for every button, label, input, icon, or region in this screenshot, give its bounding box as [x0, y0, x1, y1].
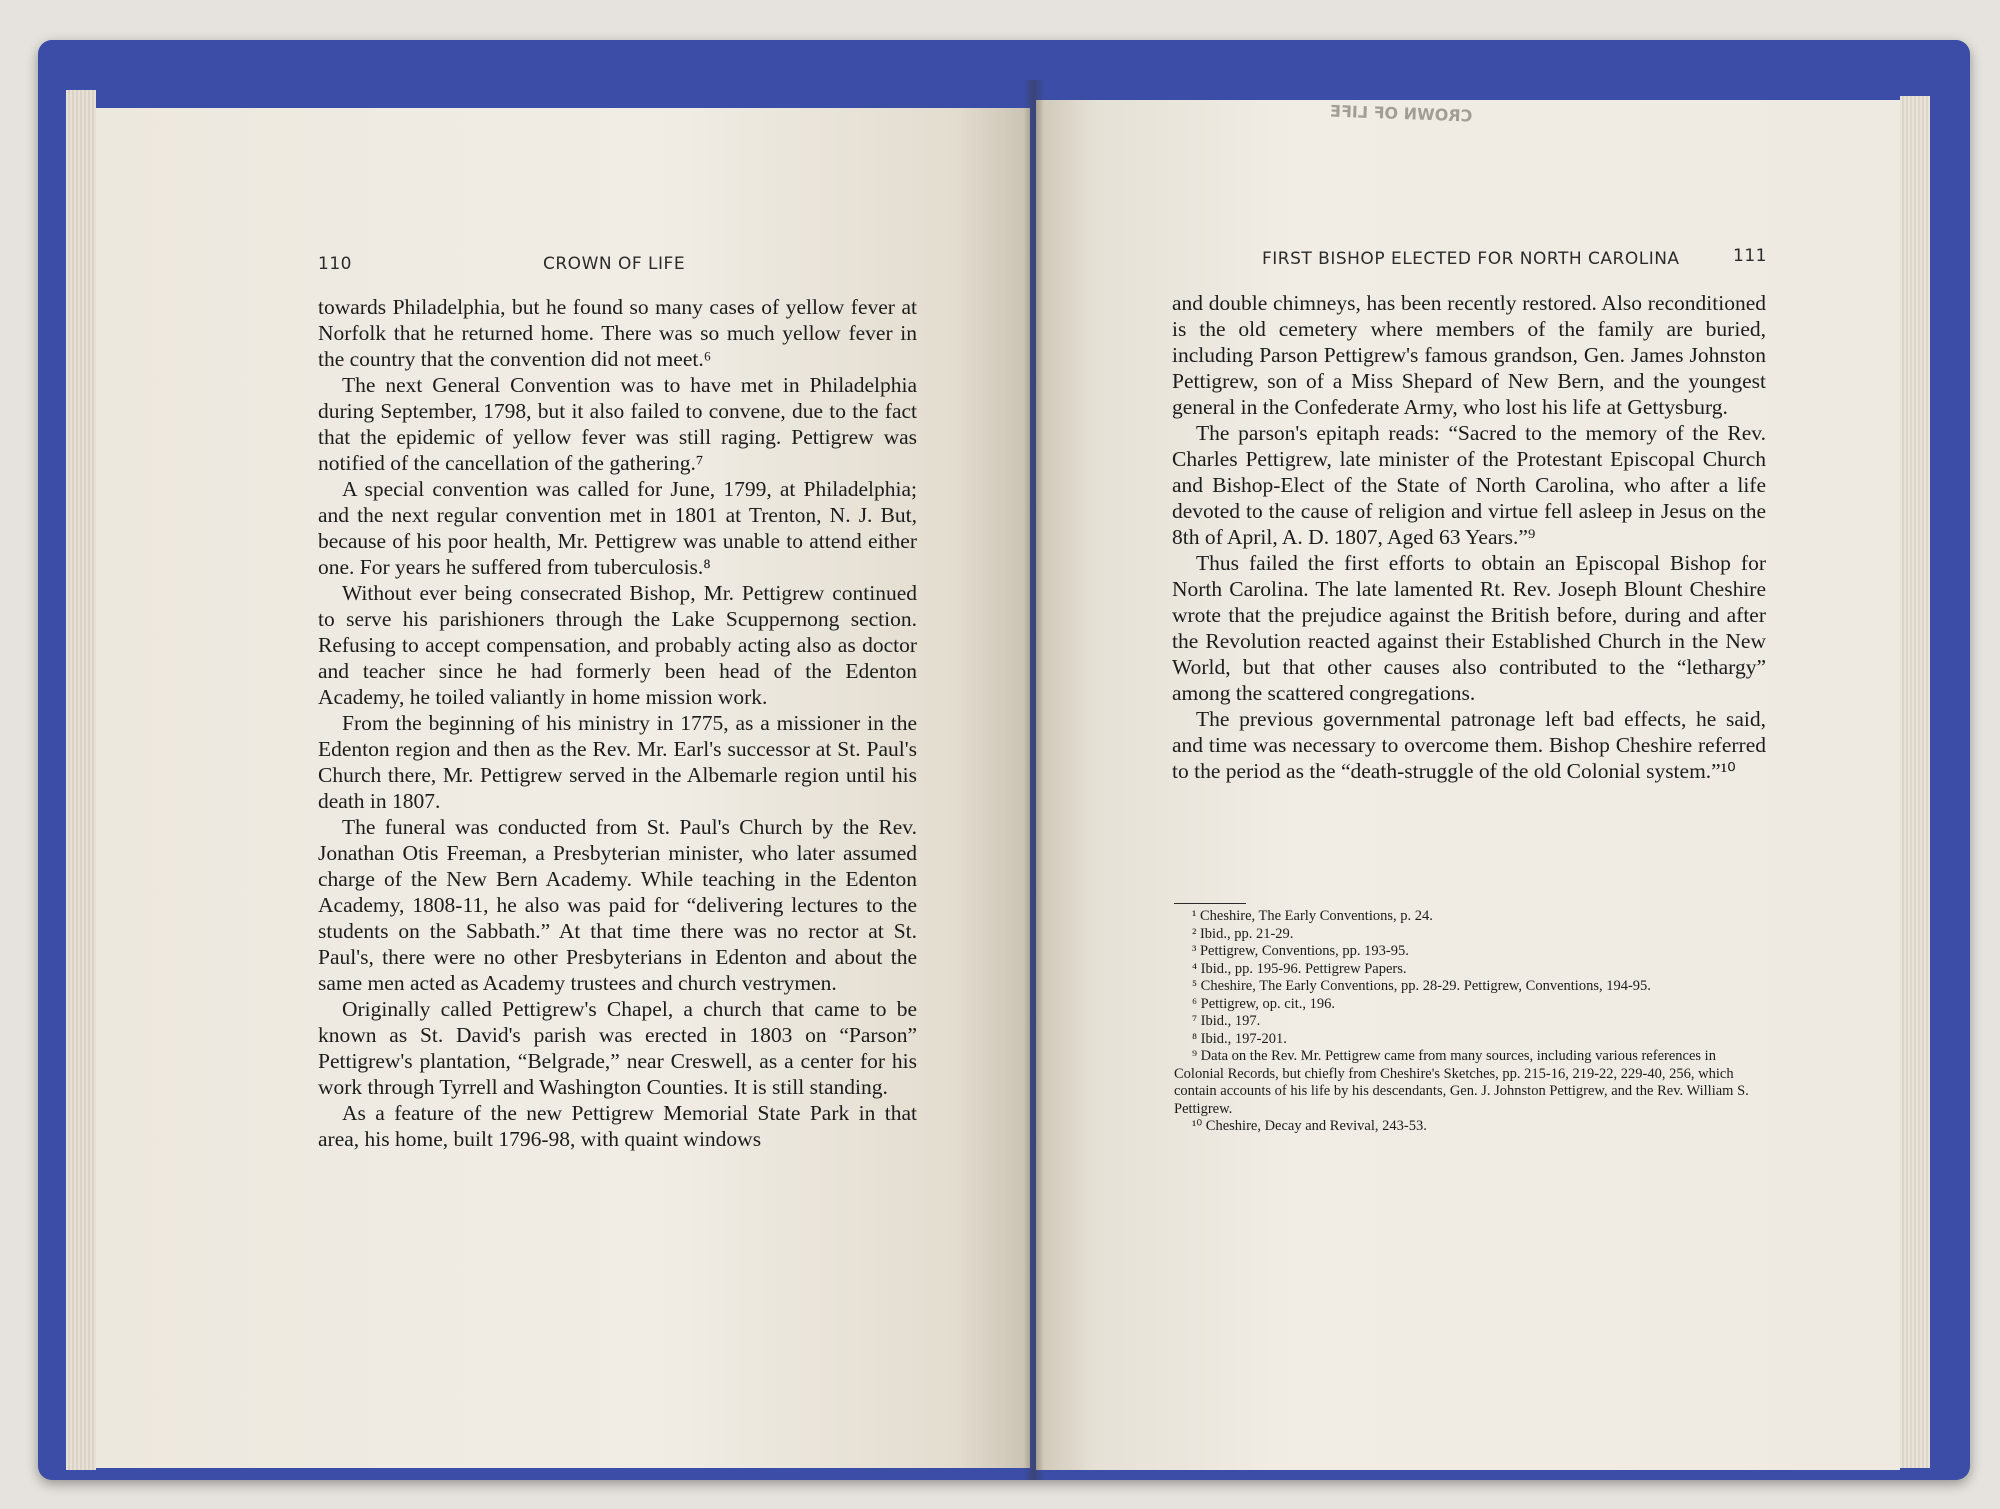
footnote: ⁵ Cheshire, The Early Conventions, pp. 28-29. Pettigrew, Conventions, 194-95. — [1192, 978, 1651, 994]
footnote: ⁸ Ibid., 197-201. — [1192, 1030, 1287, 1047]
page-edges-right — [1900, 96, 1930, 1468]
page-edges-left — [66, 90, 96, 1470]
left-paragraph: The funeral was conducted from St. Paul's Church by the Rev. Jonathan Otis Freeman, a Presbyterian minister, who later assumed charge of the New Bern Academy. While teaching in the Edenton Academy, 1808-11, he also was paid for “delivering lectures to the students on the Sabbath.” At that time there was no rector at St. Paul's, there were no other Presbyterians in Edenton and about the same men acted as Academy trustees and church vestrymen. — [318, 815, 917, 995]
left-body-text — [318, 294, 917, 1152]
footnote: ³ Pettigrew, Conventions, pp. 193-95. — [1192, 943, 1409, 959]
right-body-text — [1172, 290, 1766, 784]
footnote: ¹⁰ Cheshire, Decay and Revival, 243-53. — [1192, 1118, 1427, 1134]
left-running-head: CROWN OF LIFE — [543, 254, 686, 274]
right-paragraph: The parson's epitaph reads: “Sacred to the memory of the Rev. Charles Pettigrew, late minister of the Protestant Episcopal Church and Bishop-Elect of the State of North Carolina, who after a life devoted to the cause of religion and virtue fell asleep in Jesus on the 8th of April, A. D. 1807, Aged 63 Years.”⁹ — [1172, 421, 1766, 549]
footnote: ⁶ Pettigrew, op. cit., 196. — [1192, 995, 1336, 1012]
left-paragraph: From the beginning of his ministry in 1775, as a missioner in the Edenton region and then as the Rev. Mr. Earl's successor at St. Paul's Church there, Mr. Pettigrew served in the Albemarle region until his death in 1807. — [318, 711, 917, 813]
footnote-rule — [1174, 903, 1246, 904]
footnote: ⁴ Ibid., pp. 195-96. Pettigrew Papers. — [1192, 960, 1407, 977]
right-paragraph: and double chimneys, has been recently restored. Also reconditioned is the old cemetery where members of the family are buried, including Parson Pettigrew's famous grandson, Gen. James Johnston Pettigrew, son of a Miss Shepard of New Bern, and the youngest general in the Confederate Army, who lost his life at Gettysburg. — [1172, 291, 1766, 419]
left-page-number: 110 — [318, 254, 352, 274]
right-running-head: FIRST BISHOP ELECTED FOR NORTH CAROLINA — [1262, 249, 1680, 269]
left-paragraph: Without ever being consecrated Bishop, Mr. Pettigrew continued to serve his parishioners through the Lake Scuppernong section. Refusing to accept compensation, and probably acting also as doctor and teacher since he had formerly been head of the Edenton Academy, he toiled valiantly in home mission work. — [318, 581, 917, 709]
left-paragraph: towards Philadelphia, but he found so many cases of yellow fever at Norfolk that he returned home. There was so much yellow fever in the country that the convention did not meet.⁶ — [318, 295, 917, 371]
footnote: ¹ Cheshire, The Early Conventions, p. 24. — [1192, 908, 1433, 924]
book-gutter — [1024, 80, 1044, 1480]
right-paragraph: The previous governmental patronage left bad effects, he said, and time was necessary to overcome them. Bishop Cheshire referred to the period as the “death-struggle of the old Colonial system.”¹⁰ — [1172, 707, 1766, 783]
footnotes — [1174, 908, 1766, 1136]
footnote: ⁷ Ibid., 197. — [1192, 1013, 1261, 1029]
bleed-through-text: CROWN OF LIFE — [1329, 101, 1473, 126]
right-paragraph: Thus failed the first efforts to obtain an Episcopal Bishop for North Carolina. The late lamented Rt. Rev. Joseph Blount Cheshire wrote that the prejudice against the British before, during and after the Revolution reacted against their Established Church in the New World, but that other causes also contributed to the “lethargy” among the scattered congregations. — [1172, 551, 1766, 705]
right-page-number: 111 — [1733, 246, 1767, 266]
left-paragraph: As a feature of the new Pettigrew Memorial State Park in that area, his home, built 1796-98, with quaint windows — [318, 1101, 917, 1151]
left-paragraph: A special convention was called for June, 1799, at Philadelphia; and the next regular convention met in 1801 at Trenton, N. J. But, because of his poor health, Mr. Pettigrew was unable to attend either one. For years he suffered from tuberculosis.⁸ — [318, 477, 917, 579]
left-paragraph: The next General Convention was to have met in Philadelphia during September, 1798, but it also failed to convene, due to the fact that the epidemic of yellow fever was still raging. Pettigrew was notified of the cancellation of the gathering.⁷ — [318, 373, 917, 475]
left-paragraph: Originally called Pettigrew's Chapel, a church that came to be known as St. David's parish was erected in 1803 on “Parson” Pettigrew's plantation, “Belgrade,” near Creswell, as a center for his work through Tyrrell and Washington Counties. It is still standing. — [318, 997, 917, 1099]
footnote: ⁹ Data on the Rev. Mr. Pettigrew came from many sources, including various references in Colonial Records, but chiefly from Cheshire's Sketches, pp. 215-16, 219-22, 229-40, 256, which contain accounts of his life by his descendants, Gen. J. Johnston Pettigrew, and the Rev. William S. Pettigrew. — [1174, 1048, 1749, 1117]
footnote: ² Ibid., pp. 21-29. — [1192, 925, 1294, 942]
